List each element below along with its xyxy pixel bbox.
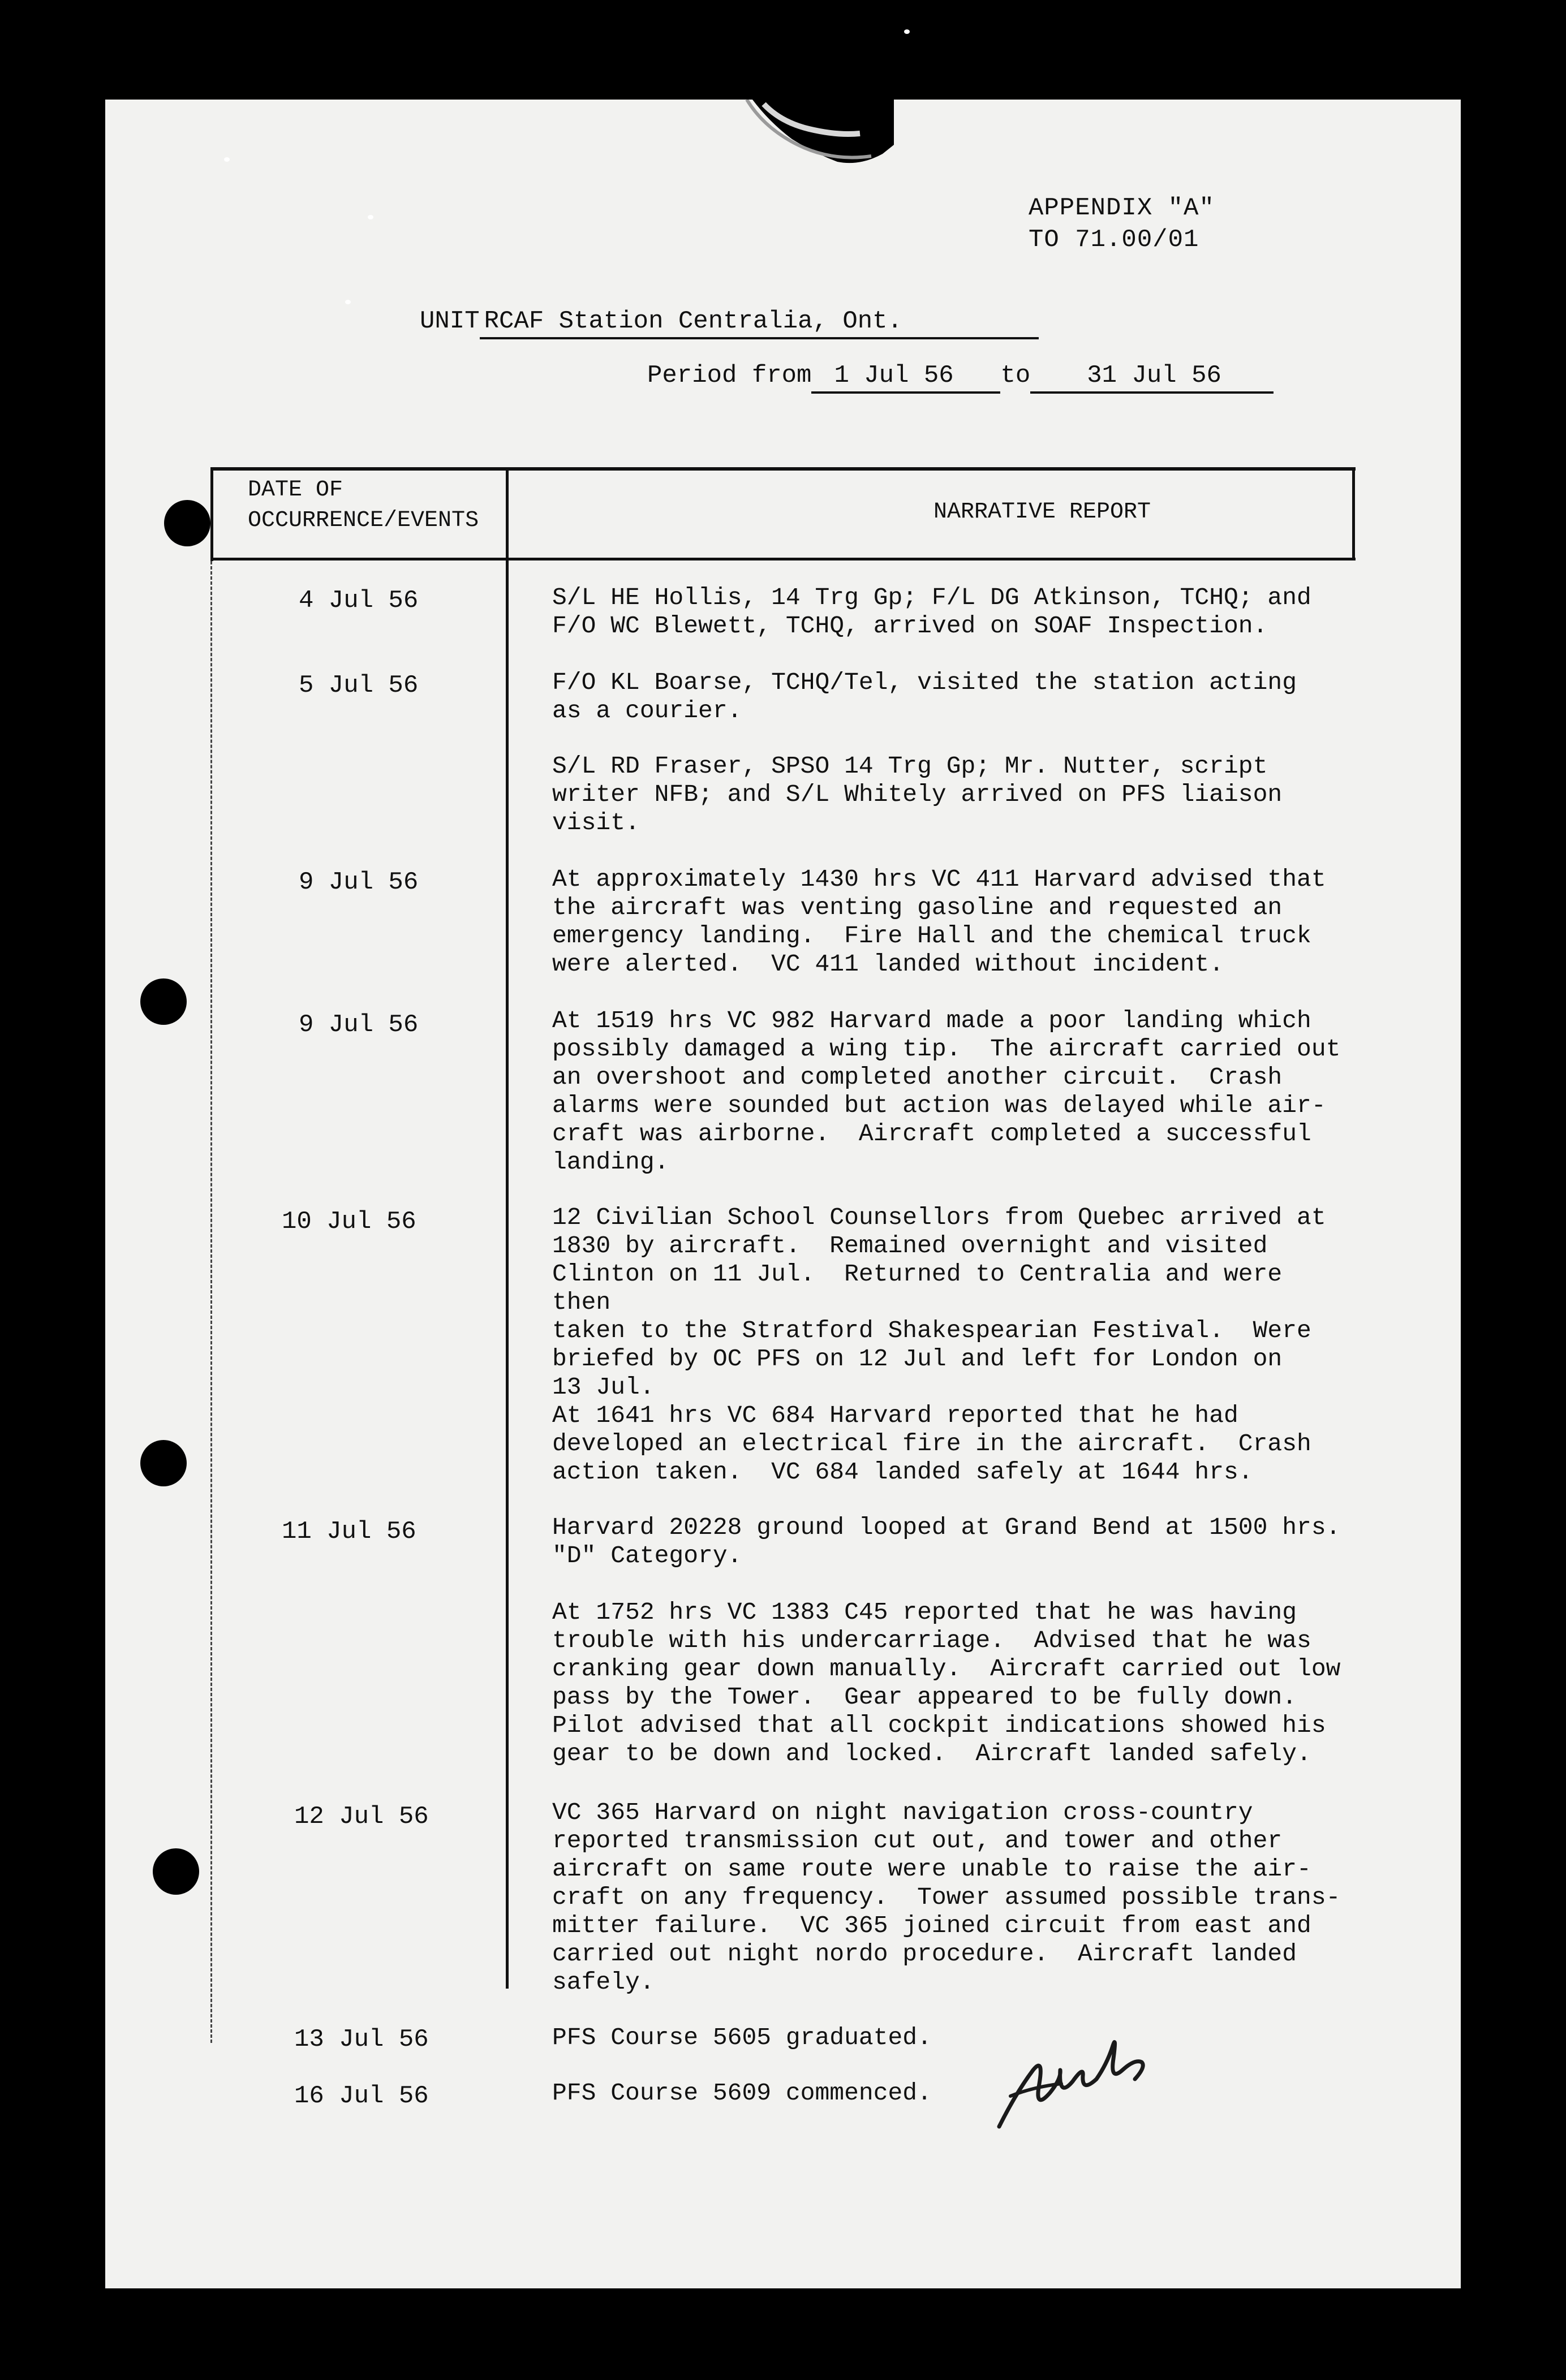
entry-text: At 1752 hrs VC 1383 C45 reported that he was having trouble with his undercarriage. Advised that he was cranking gear down manually. Aircraft carried out low pass by the Tower. Gear appeared to be fully down. Pilot advised that all cockpit indications showed his gear to be down and locked. Aircraft landed safely. xyxy=(552,1598,1341,1767)
entry-text: At approximately 1430 hrs VC 411 Harvard advised that the aircraft was venting gasoline and requested an emergency landing. Fire Hall and the chemical truck were alerted. VC 411 landed without incident. xyxy=(552,865,1326,978)
period-to-label: to xyxy=(1000,361,1031,390)
entry-date: 13 Jul 56 xyxy=(294,2025,429,2054)
entry-date: 4 Jul 56 xyxy=(299,587,419,615)
table-top-rule xyxy=(210,467,1356,471)
entry-text: At 1519 hrs VC 982 Harvard made a poor landing which possibly damaged a wing tip. The aircraft carried out an overshoot and completed another circuit. Crash alarms were sounded but action was delayed while air- craft was airborne. Aircraft completed a successful landing. xyxy=(552,1007,1341,1176)
entry-text: PFS Course 5605 graduated. xyxy=(552,2024,932,2051)
table-left-dashed-rule xyxy=(210,561,214,2043)
appendix-line-2: TO 71.00/01 xyxy=(1029,226,1199,254)
entry-date: 10 Jul 56 xyxy=(282,1208,416,1236)
entry-text: PFS Course 5609 commenced. xyxy=(552,2079,932,2107)
entry-text: S/L RD Fraser, SPSO 14 Trg Gp; Mr. Nutter, script writer NFB; and S/L Whitely arrived on PFS liaison visit. xyxy=(552,752,1283,837)
binder-hole xyxy=(153,1848,199,1895)
date-column-header xyxy=(248,475,479,536)
binder-hole xyxy=(164,500,210,546)
unit-value: RCAF Station Centralia, Ont. xyxy=(480,305,1039,339)
entry-date: 16 Jul 56 xyxy=(294,2082,429,2110)
unit-line xyxy=(420,305,1039,339)
period-from-label: Period from xyxy=(647,361,812,390)
narrative-column-header: NARRATIVE REPORT xyxy=(933,499,1151,525)
table-header-rule xyxy=(210,558,1356,560)
entry-text: 12 Civilian School Counsellors from Quebec arrived at 1830 by aircraft. Remained overnight and visited Clinton on 11 Jul. Returned to Centralia and were then taken to the Stratford Shakespearian Festival. Were briefed by OC PFS on 12 Jul and left for London on 13 Jul. xyxy=(552,1204,1326,1401)
appendix-line-1: APPENDIX "A" xyxy=(1029,194,1215,222)
date-header-line-1: DATE OF xyxy=(248,477,343,503)
appendix-reference xyxy=(1029,192,1215,256)
entry-date: 11 Jul 56 xyxy=(282,1517,416,1546)
speck xyxy=(368,215,373,219)
entry-text: S/L HE Hollis, 14 Trg Gp; F/L DG Atkinson, TCHQ; and F/O WC Blewett, TCHQ, arrived on SOAF Inspection. xyxy=(552,584,1311,640)
handwritten-initials xyxy=(993,2025,1163,2138)
period-from-value: 1 Jul 56 xyxy=(811,360,1000,394)
date-header-line-2: OCCURRENCE/EVENTS xyxy=(248,508,479,533)
entry-date: 9 Jul 56 xyxy=(299,1011,419,1039)
entry-text: F/O KL Boarse, TCHQ/Tel, visited the station acting as a courier. xyxy=(552,669,1297,725)
unit-label: UNIT xyxy=(420,307,480,335)
entry-date: 5 Jul 56 xyxy=(299,671,419,700)
table-column-divider xyxy=(506,467,509,1989)
entry-text: VC 365 Harvard on night navigation cross-country reported transmission cut out, and tower and other aircraft on same route were unable to raise the air- craft on any frequency. Tower assumed possible trans- mitter failure. VC 365 joined circuit from east and carried out night nordo procedure. Aircraft landed safely. xyxy=(552,1799,1341,1996)
entry-text: Harvard 20228 ground looped at Grand Bend at 1500 hrs. "D" Category. xyxy=(552,1514,1341,1570)
binder-hole xyxy=(140,1440,187,1486)
table-left-rule xyxy=(210,467,213,561)
period-line xyxy=(647,360,1274,394)
speck xyxy=(904,29,910,34)
entry-date: 9 Jul 56 xyxy=(299,868,419,896)
torn-paper-mark xyxy=(730,100,894,179)
table-right-rule xyxy=(1352,467,1355,558)
speck xyxy=(345,300,351,304)
entry-date: 12 Jul 56 xyxy=(294,1803,429,1831)
speck xyxy=(224,157,230,162)
period-to-value: 31 Jul 56 xyxy=(1030,360,1274,394)
entry-text: At 1641 hrs VC 684 Harvard reported that he had developed an electrical fire in the aircraft. Crash action taken. VC 684 landed safely at 1644 hrs. xyxy=(552,1402,1311,1486)
binder-hole xyxy=(140,978,187,1025)
